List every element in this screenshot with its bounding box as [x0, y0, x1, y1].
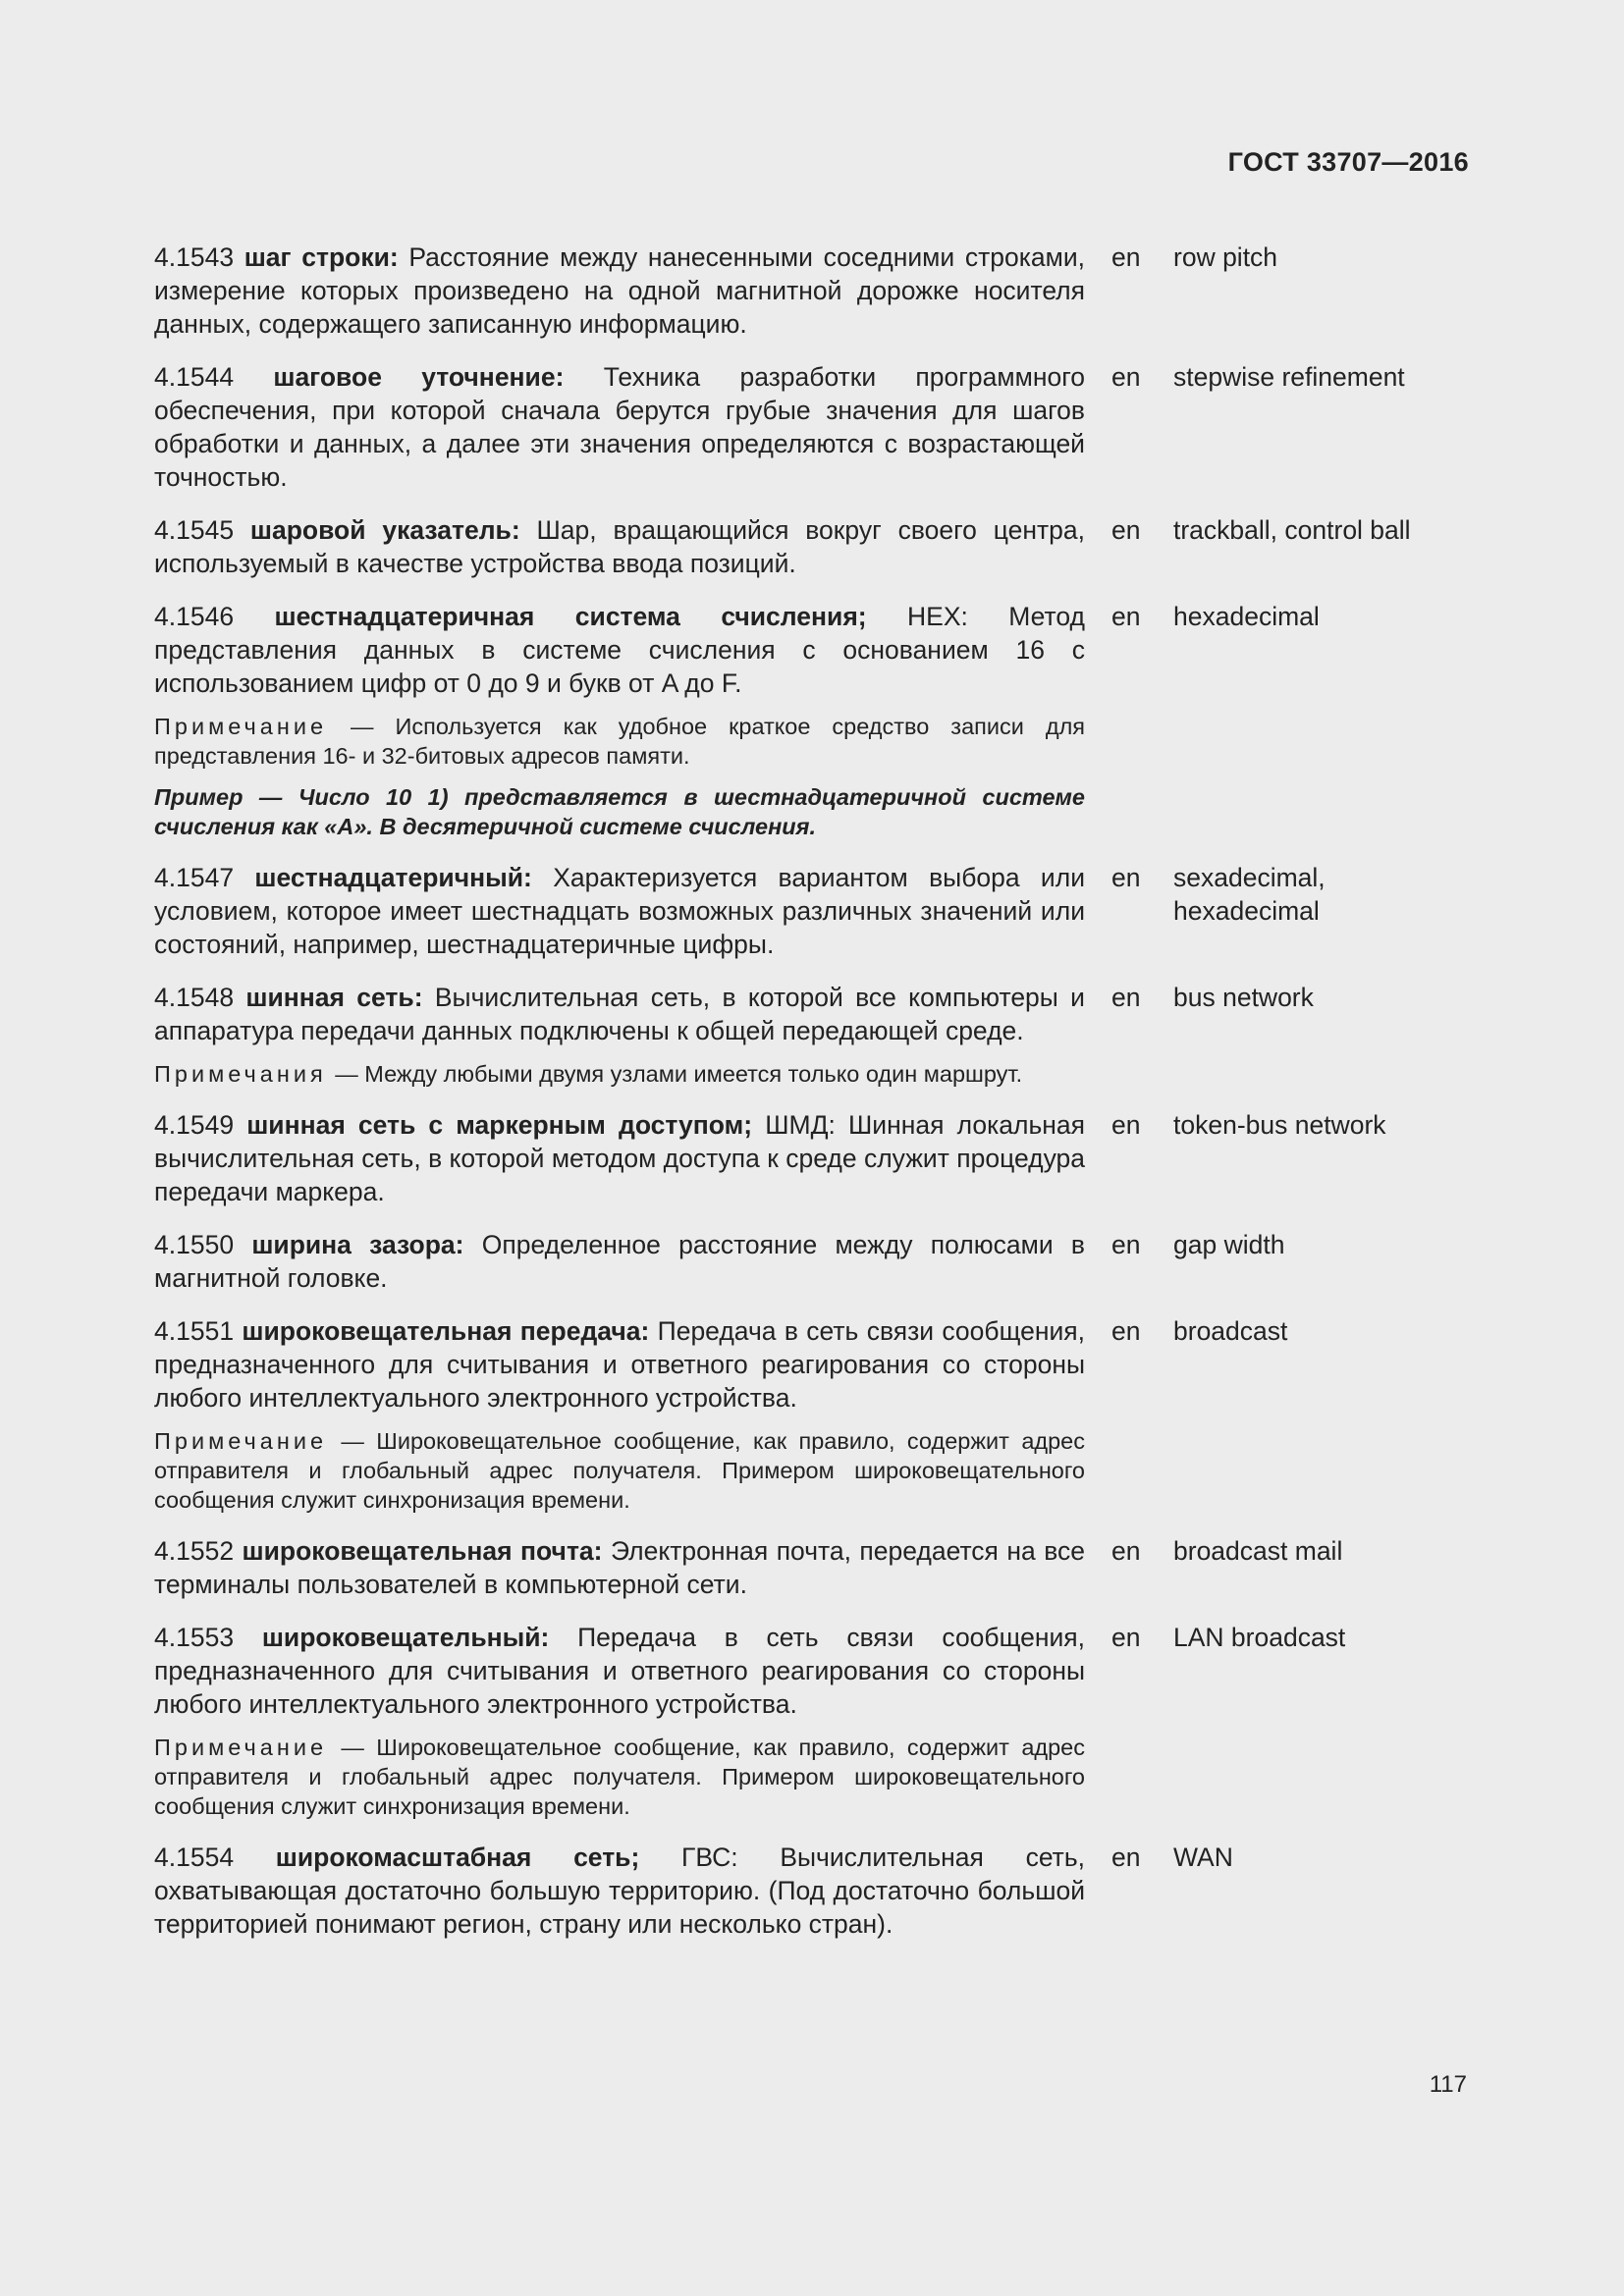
term-entry: [154, 600, 1480, 841]
definition-text: ШМД: Шинная локальная вычислительная сеть, в которой методом доступа к среде служит процедура передачи маркера.: [154, 1110, 1085, 1206]
entry-body: [154, 240, 1085, 341]
term: широковещательная почта:: [242, 1536, 603, 1566]
entry-number: 4.1548: [154, 983, 235, 1012]
term-list: [154, 240, 1480, 1960]
entry-body: [154, 1534, 1085, 1601]
language-code: en: [1111, 602, 1141, 631]
language-code: en: [1111, 983, 1141, 1012]
term: широковещательный:: [261, 1623, 550, 1652]
definition-text: Определенное расстояние между полюсами в магнитной головке.: [154, 1230, 1085, 1293]
english-term: broadcast: [1173, 1316, 1288, 1346]
entry-number: 4.1553: [154, 1623, 235, 1652]
note-text: — Между любыми двумя узлами имеется только один маршрут.: [335, 1061, 1023, 1087]
term: широковещательная передача:: [242, 1316, 650, 1346]
language-code: en: [1111, 242, 1141, 272]
language-code: en: [1111, 1230, 1141, 1259]
definition-text: HEX: Метод представления данных в системе счисления с основанием 16 с использованием цифр от 0 до 9 и букв от A до F.: [154, 602, 1085, 698]
example: Пример — Число 10 1) представляется в шестнадцатеричной системе счисления как «А». В десятеричной системе счисления.: [154, 784, 1085, 839]
entry-number: 4.1544: [154, 362, 235, 392]
entry-number: 4.1547: [154, 863, 235, 892]
entry-number: 4.1552: [154, 1536, 235, 1566]
entry-body: [154, 981, 1085, 1089]
term: ширина зазора:: [251, 1230, 464, 1259]
note: [154, 1426, 1085, 1515]
term-entry: [154, 1621, 1480, 1821]
english-term: token-bus network: [1173, 1110, 1386, 1140]
term: шестнадцатеричный:: [254, 863, 532, 892]
entry-body: [154, 861, 1085, 961]
term-entry: [154, 861, 1480, 961]
language-code: en: [1111, 515, 1141, 545]
english-term: LAN broadcast: [1173, 1623, 1346, 1652]
term: шинная сеть с маркерным доступом;: [246, 1110, 753, 1140]
language-code: en: [1111, 362, 1141, 392]
entry-body: [154, 1108, 1085, 1208]
definition-text: Расстояние между нанесенными соседними строками, измерение которых произведено на одной магнитной дорожке носителя данных, содержащего записанную информацию.: [154, 242, 1086, 339]
entry-body: [154, 1228, 1085, 1295]
definition: [154, 600, 1085, 700]
note: [154, 1733, 1085, 1821]
entry-body: [154, 360, 1085, 494]
note-text: — Широковещательное сообщение, как правило, содержит адрес отправителя и глобальный адрес получателя. Примером широковещательного сообщения служит синхронизация времени.: [154, 1428, 1085, 1513]
definition: [154, 1314, 1085, 1415]
definition: [154, 1534, 1085, 1601]
entry-body: [154, 1621, 1085, 1821]
definition: [154, 981, 1085, 1047]
term: шаг строки:: [244, 242, 399, 272]
term-entry: [154, 360, 1480, 494]
language-code: en: [1111, 1536, 1141, 1566]
definition: [154, 861, 1085, 961]
term-entry: [154, 1841, 1480, 1941]
note: [154, 712, 1085, 771]
language-code: en: [1111, 1316, 1141, 1346]
note-text: — Широковещательное сообщение, как правило, содержит адрес отправителя и глобальный адрес получателя. Примером широковещательного сообщения служит синхронизация времени.: [154, 1735, 1085, 1819]
note-label: Примечание: [154, 1428, 328, 1454]
document-header: ГОСТ 33707—2016: [1227, 147, 1469, 177]
english-term: row pitch: [1173, 242, 1278, 272]
definition-text: Передача в сеть связи сообщения, предназначенного для считывания и ответного реагирования со стороны любого интеллектуального электронного устройства.: [154, 1623, 1085, 1719]
definition-text: Техника разработки программного обеспечения, при которой сначала берутся грубые значения для шагов обработки и данных, а далее эти значения определяются с возрастающей точностью.: [154, 362, 1086, 492]
language-code: en: [1111, 1623, 1141, 1652]
english-term: trackball, control ball: [1173, 515, 1411, 545]
definition: [154, 1621, 1085, 1721]
language-code: en: [1111, 1110, 1141, 1140]
term: шинная сеть:: [245, 983, 423, 1012]
term-entry: [154, 1108, 1480, 1208]
english-term: stepwise refinement: [1173, 362, 1405, 392]
definition-text: Вычислительная сеть, в которой все компьютеры и аппаратура передачи данных подключены к общей передающей среде.: [154, 983, 1085, 1045]
entry-number: 4.1554: [154, 1842, 235, 1872]
english-term: broadcast mail: [1173, 1536, 1343, 1566]
language-code: en: [1111, 1842, 1141, 1872]
note-text: — Используется как удобное краткое средство записи для представления 16- и 32-битовых адресов памяти.: [154, 714, 1086, 769]
entry-body: [154, 513, 1085, 580]
note-label: Примечание: [154, 1735, 328, 1760]
term-entry: [154, 1314, 1480, 1515]
definition: [154, 1841, 1085, 1941]
entry-number: 4.1551: [154, 1316, 235, 1346]
entry-number: 4.1545: [154, 515, 235, 545]
note-label: Примечание: [154, 714, 328, 739]
definition-text: Передача в сеть связи сообщения, предназначенного для считывания и ответного реагирования со стороны любого интеллектуального электронного устройства.: [154, 1316, 1085, 1413]
note: [154, 1059, 1085, 1089]
entry-number: 4.1550: [154, 1230, 235, 1259]
english-term: WAN: [1173, 1842, 1233, 1872]
entry-number: 4.1543: [154, 242, 235, 272]
definition-text: Электронная почта, передается на все терминалы пользователей в компьютерной сети.: [154, 1536, 1085, 1599]
definition-text: Шар, вращающийся вокруг своего центра, используемый в качестве устройства ввода позиций.: [154, 515, 1085, 578]
entry-number: 4.1546: [154, 602, 235, 631]
definition: [154, 1108, 1085, 1208]
english-term: gap width: [1173, 1230, 1285, 1259]
term: шестнадцатеричная система счисления;: [274, 602, 867, 631]
term-entry: [154, 1534, 1480, 1601]
entry-body: [154, 600, 1085, 841]
term-entry: [154, 513, 1480, 580]
page-number: 117: [1429, 2071, 1467, 2098]
definition-text: ГВС: Вычислительная сеть, охватывающая достаточно большую территорию. (Под достаточно большой территорией понимают регион, страну или несколько стран).: [154, 1842, 1085, 1939]
definition-text: Характеризуется вариантом выбора или условием, которое имеет шестнадцать возможных различных значений или состояний, например, шестнадцатеричные цифры.: [154, 863, 1086, 959]
note-label: Примечания: [154, 1061, 327, 1087]
english-term: sexadecimal, hexadecimal: [1173, 863, 1326, 926]
entry-body: [154, 1841, 1085, 1941]
english-term: hexadecimal: [1173, 602, 1320, 631]
term-entry: [154, 240, 1480, 341]
english-term: bus network: [1173, 983, 1314, 1012]
definition: [154, 513, 1085, 580]
definition: [154, 1228, 1085, 1295]
language-code: en: [1111, 863, 1141, 892]
term: шаговое уточнение:: [273, 362, 565, 392]
term: шаровой указатель:: [249, 515, 520, 545]
term-entry: [154, 1228, 1480, 1295]
definition: [154, 240, 1085, 341]
entry-body: [154, 1314, 1085, 1515]
definition: [154, 360, 1085, 494]
entry-number: 4.1549: [154, 1110, 235, 1140]
term-entry: [154, 981, 1480, 1089]
term: широкомасштабная сеть;: [275, 1842, 640, 1872]
